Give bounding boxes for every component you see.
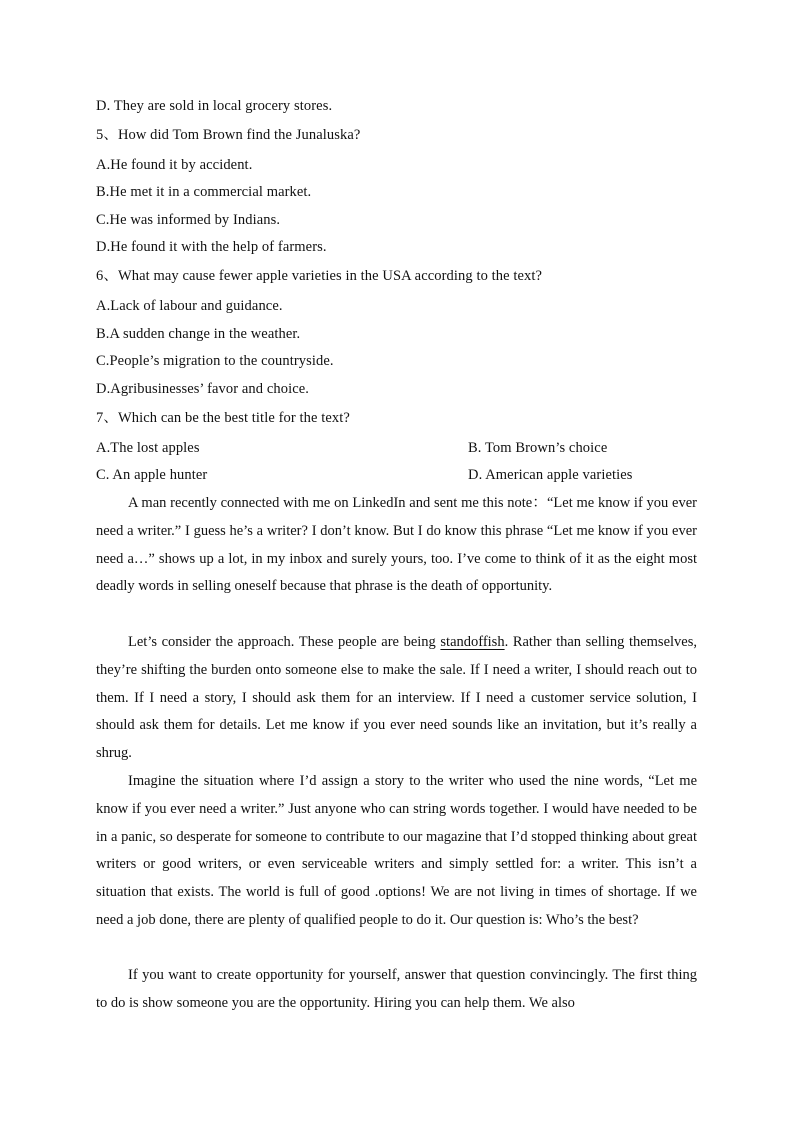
question-7-options-row-2 — [96, 466, 696, 484]
underlined-word-standoffish: standoffish — [440, 634, 505, 650]
question-6-option-b: B.A sudden change in the weather. — [96, 326, 301, 342]
passage-paragraph-2-text-before: Let’s consider the approach. These people are being — [128, 634, 441, 650]
question-5-option-a: A.He found it by accident. — [96, 157, 253, 173]
passage-paragraph-2-text-after: . Rather than selling themselves, they’re shifting the burden onto someone else to make the sale. If I need a writer, I should reach out to them. If I need a story, I should ask them for an interview. If I need a customer service solution, I should ask them for details. Let me know if you ever need sounds like an invitation, but it’s really a shrug. — [96, 634, 697, 762]
passage-paragraph-3: Imagine the situation where I’d assign a story to the writer who used the nine words, “Let me know if you ever need a writer.” Just anyone who can string words together. I would have needed to be in a panic, so desperate for someone to contribute to our magazine that I’d stopped thinking about great writers or good writers, or even serviceable writers and simply settled for: a writer. This isn’t a situation that exists. The world is full of good .options! We are not living in times of shortage. If we need a job done, there are plenty of qualified people to do it. Our question is: Who’s the best? — [96, 773, 697, 928]
passage-paragraph-4: If you want to create opportunity for yourself, answer that question convincingly. The first thing to do is show someone you are the opportunity. Hiring you can help them. We also — [96, 967, 697, 1011]
question-6-option-d: D.Agribusinesses’ favor and choice. — [96, 381, 310, 397]
passage-paragraph-2 — [96, 629, 697, 768]
question-7-options-row-1 — [96, 439, 696, 457]
question-5-option-d: D.He found it with the help of farmers. — [96, 239, 327, 255]
question-7-stem: 7、Which can be the best title for the text? — [96, 410, 350, 426]
question-4-option-d: D. They are sold in local grocery stores. — [96, 98, 333, 114]
question-6-stem: 6、What may cause fewer apple varieties in the USA according to the text? — [96, 268, 543, 284]
question-6-option-a: A.Lack of labour and guidance. — [96, 298, 283, 314]
question-6-option-c: C.People’s migration to the countryside. — [96, 353, 334, 369]
question-7-option-b: B. Tom Brown’s choice — [468, 440, 608, 456]
passage-paragraph-1: A man recently connected with me on LinkedIn and sent me this note：“Let me know if you ever need a writer.” I guess he’s a writer? I don’t know. But I do know this phrase “Let me know if you ever need a…” shows up a lot, in my inbox and surely yours, too. I’ve come to think of it as the eight most deadly words in selling oneself because that phrase is the death of opportunity. — [96, 495, 697, 595]
question-7-option-c: C. An apple hunter — [96, 467, 208, 483]
question-7-option-a: A.The lost apples — [96, 440, 200, 456]
question-5-option-b: B.He met it in a commercial market. — [96, 184, 312, 200]
question-5-option-c: C.He was informed by Indians. — [96, 212, 281, 228]
question-7-option-d: D. American apple varieties — [468, 467, 633, 483]
question-5-stem: 5、How did Tom Brown find the Junaluska? — [96, 127, 361, 143]
